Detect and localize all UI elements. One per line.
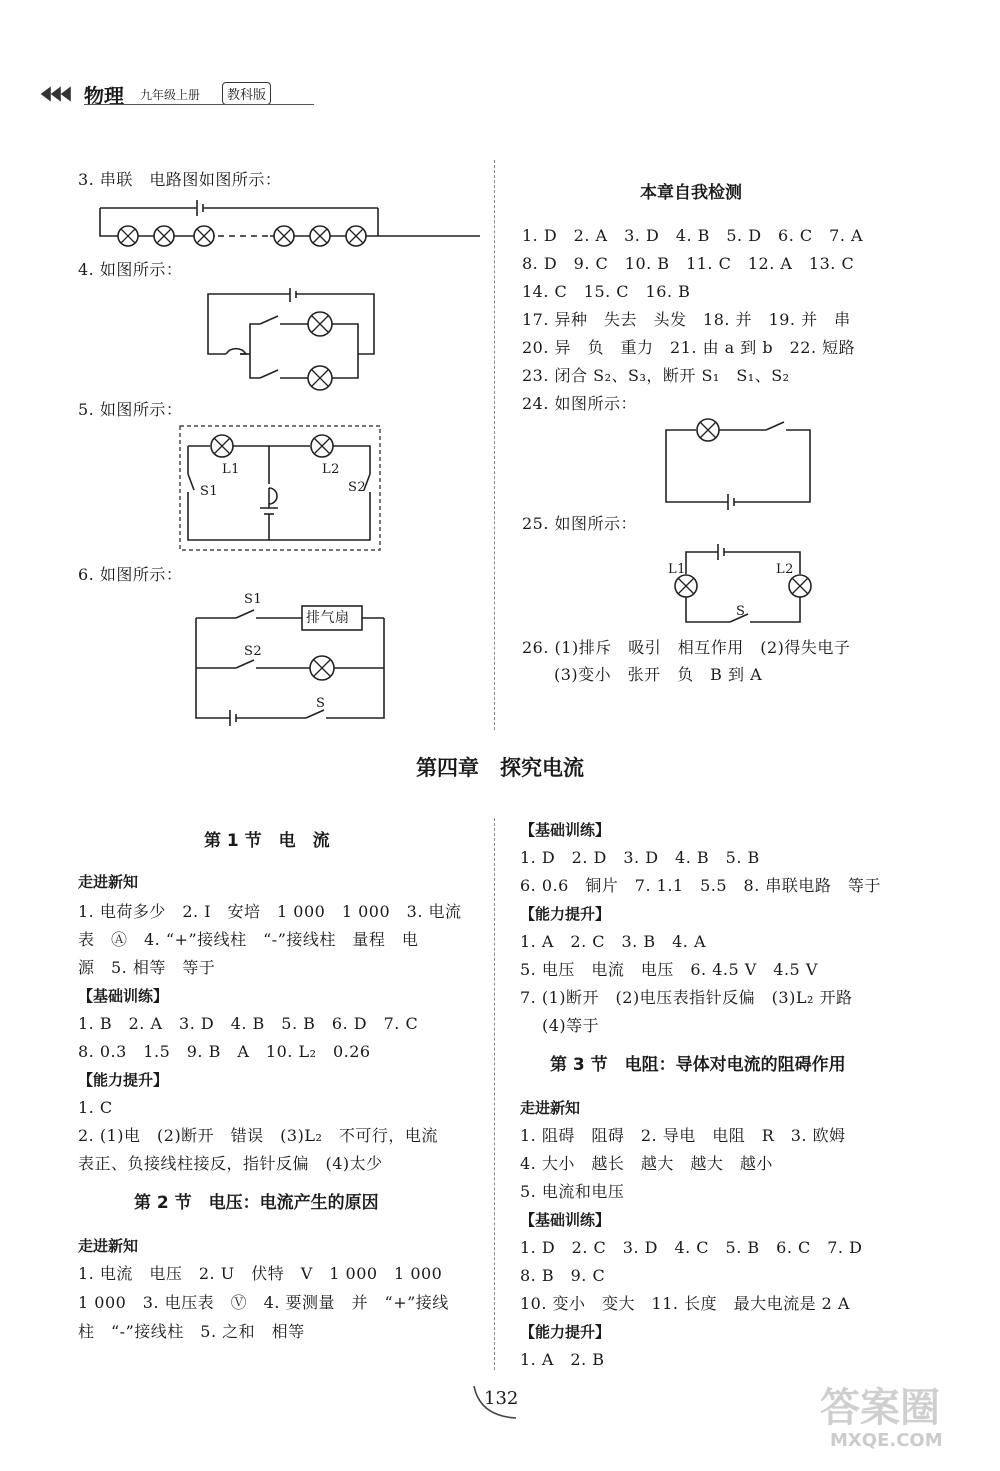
sec2-adv-heading: 【能力提升】 xyxy=(520,905,611,923)
q25-label: 25. 如图所示： xyxy=(522,514,638,533)
sec1-adv-heading: 【能力提升】 xyxy=(78,1071,169,1089)
watermark xyxy=(820,1376,990,1456)
sec3-adv-line-1: 1. A 2. B xyxy=(520,1350,605,1369)
sec1-new-line-1: 1. 电荷多少 2. I 安培 1 000 1 000 3. 电流 xyxy=(78,902,462,921)
q6-S2: S2 xyxy=(244,644,263,659)
column-divider-bottom xyxy=(494,818,495,1370)
sec3-basic-line-2: 8. B 9. C xyxy=(520,1266,606,1285)
self-check-line-6: 23. 闭合 S₂、S₃，断开 S₁ S₁、S₂ xyxy=(522,366,790,385)
watermark-logo-icon: 答案圈 xyxy=(820,1385,940,1431)
sec3-new-line-3: 5. 电流和电压 xyxy=(520,1182,625,1201)
header xyxy=(40,76,300,108)
self-check-line-2: 8. D 9. C 10. B 11. C 12. A 13. C xyxy=(522,254,855,273)
sec2-new-line-1: 1. 电流 电压 2. U 伏特 V 1 000 1 000 xyxy=(78,1264,443,1283)
column-divider-top xyxy=(494,160,495,730)
arrow-marks-icon xyxy=(40,84,80,104)
sec1-basic-line-2: 8. 0.3 1.5 9. B A 10. L₂ 0.26 xyxy=(78,1042,371,1061)
q5-L1: L1 xyxy=(222,462,240,477)
circuit-q6 xyxy=(196,594,391,719)
q6-S1: S1 xyxy=(244,592,263,607)
circuit-q3 xyxy=(100,196,390,246)
q6-fan: 排气扇 xyxy=(306,610,350,626)
sec1-title: 第 1 节 电 流 xyxy=(204,831,330,851)
sec3-basic-line-3: 10. 变小 变大 11. 长度 最大电流是 2 A xyxy=(520,1294,850,1313)
header-subject: 物理 xyxy=(84,84,124,108)
self-check-line-4: 17. 异种 失去 头发 18. 并 19. 并 串 xyxy=(522,310,851,329)
page-number: 132 xyxy=(470,1382,540,1422)
q5-S2: S2 xyxy=(348,480,367,495)
sec2-adv-line-4: (4)等于 xyxy=(542,1016,600,1035)
q5-S1: S1 xyxy=(200,484,219,499)
sec1-adv-line-1: 1. C xyxy=(78,1098,113,1117)
sec3-adv-heading: 【能力提升】 xyxy=(520,1323,611,1341)
watermark-url: MXQE.COM xyxy=(830,1430,943,1451)
sec1-adv-line-3: 表正、负接线柱接反，指针反偏 (4)太少 xyxy=(78,1154,383,1173)
q4-label: 4. 如图所示： xyxy=(78,260,183,279)
header-grade: 九年级上册 xyxy=(140,88,201,102)
sec2-basic-heading: 【基础训练】 xyxy=(520,821,611,839)
sec2-new-line-2: 1 000 3. 电压表 Ⓥ 4. 要测量 并 “+”接线 xyxy=(78,1293,449,1312)
sec2-new-heading: 走进新知 xyxy=(78,1237,139,1255)
self-check-title: 本章自我检测 xyxy=(640,183,742,203)
q25-S: S xyxy=(736,604,746,619)
sec3-new-heading: 走进新知 xyxy=(520,1099,581,1117)
sec3-basic-heading: 【基础训练】 xyxy=(520,1211,611,1229)
q6-S: S xyxy=(316,696,326,711)
sec2-title: 第 2 节 电压：电流产生的原因 xyxy=(134,1193,379,1213)
sec1-new-line-2: 表 Ⓐ 4. “+”接线柱 “-”接线柱 量程 电 xyxy=(78,930,419,949)
q3-label: 3. 串联 电路图如图所示： xyxy=(78,170,282,189)
header-rule xyxy=(84,104,314,105)
lamp-row xyxy=(118,226,366,246)
self-check-line-5: 20. 异 负 重力 21. 由 a 到 b 22. 短路 xyxy=(522,338,856,357)
q5-label: 5. 如图所示： xyxy=(78,400,183,419)
sec2-adv-line-1: 1. A 2. C 3. B 4. A xyxy=(520,932,707,951)
q25-L1: L1 xyxy=(668,562,686,577)
header-edition: 教科版 xyxy=(222,82,271,105)
sec2-basic-line-1: 1. D 2. D 3. D 4. B 5. B xyxy=(520,848,760,867)
q5-L2: L2 xyxy=(322,462,340,477)
circuit-q4 xyxy=(208,288,388,388)
q26-line-1: 26. (1)排斥 吸引 相互作用 (2)得失电子 xyxy=(522,638,851,657)
sec3-title: 第 3 节 电阻：导体对电流的阻碍作用 xyxy=(550,1055,846,1075)
self-check-line-7: 24. 如图所示： xyxy=(522,394,638,413)
sec3-basic-line-1: 1. D 2. C 3. D 4. C 5. B 6. C 7. D xyxy=(520,1238,863,1257)
sec1-new-line-3: 源 5. 相等 等于 xyxy=(78,958,216,977)
chapter-title: 第四章 探究电流 xyxy=(416,756,584,780)
sec2-basic-line-2: 6. 0.6 铜片 7. 1.1 5.5 8. 串联电路 等于 xyxy=(520,876,881,895)
sec1-basic-line-1: 1. B 2. A 3. D 4. B 5. B 6. D 7. C xyxy=(78,1014,419,1033)
sec3-new-line-2: 4. 大小 越长 越大 越大 越小 xyxy=(520,1154,773,1173)
q25-L2: L2 xyxy=(776,562,794,577)
circuit-q24 xyxy=(666,426,816,506)
sec2-adv-line-3: 7. (1)断开 (2)电压表指针反偏 (3)L₂ 开路 xyxy=(520,988,853,1007)
sec1-basic-heading: 【基础训练】 xyxy=(78,987,169,1005)
sec1-new-heading: 走进新知 xyxy=(78,873,139,891)
q26-line-2: (3)变小 张开 负 B 到 A xyxy=(554,665,763,684)
self-check-line-3: 14. C 15. C 16. B xyxy=(522,282,691,301)
sec2-adv-line-2: 5. 电压 电流 电压 6. 4.5 V 4.5 V xyxy=(520,960,818,979)
sec2-new-line-3: 柱 “-”接线柱 5. 之和 相等 xyxy=(78,1322,305,1341)
self-check-line-1: 1. D 2. A 3. D 4. B 5. D 6. C 7. A xyxy=(522,226,864,245)
sec3-new-line-1: 1. 阻碍 阻碍 2. 导电 电阻 R 3. 欧姆 xyxy=(520,1126,846,1145)
sec1-adv-line-2: 2. (1)电 (2)断开 错误 (3)L₂ 不可行，电流 xyxy=(78,1126,438,1145)
q6-label: 6. 如图所示： xyxy=(78,565,183,584)
